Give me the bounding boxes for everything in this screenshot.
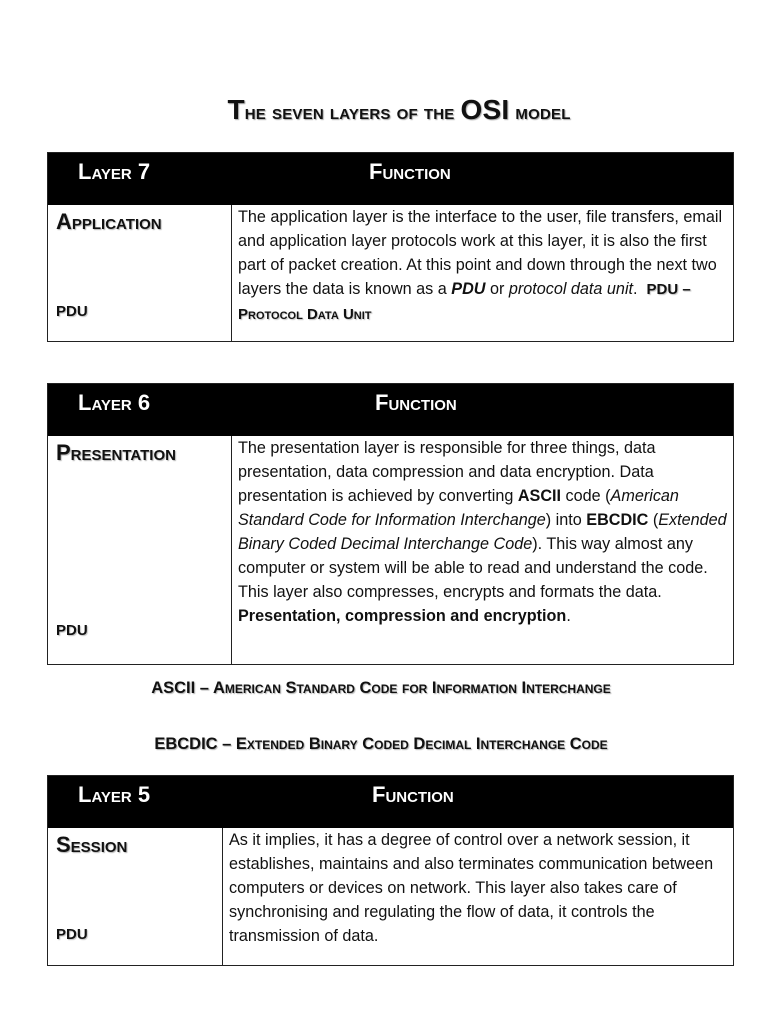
layer-7-table bbox=[47, 152, 734, 342]
layer-6-desc-part4: ( bbox=[648, 511, 659, 529]
layer-7-name: Application bbox=[56, 209, 162, 234]
layer-6-name: Presentation bbox=[56, 440, 176, 465]
layer-7-function-header: Function bbox=[369, 159, 451, 184]
layer-6-header bbox=[48, 384, 733, 436]
layer-6-ascii-full: American Standard Code for Information Interchange bbox=[238, 487, 679, 529]
layer-5-header-label: Layer 5 bbox=[78, 782, 151, 807]
layer-6-desc-part5: ). This way almost any computer or system will be able to read and understand the code. This layer also compresses, encrypts and formats the data. bbox=[238, 535, 708, 601]
layer-6-ebcdic-full: Extended Binary Coded Decimal Interchange Code bbox=[238, 511, 727, 553]
layer-7-period: . bbox=[633, 280, 638, 298]
layer-6-desc-part1: The presentation layer is responsible for three things, data presentation, data compression and data encryption. Data presentation is achieved by converting bbox=[238, 439, 656, 505]
title-suffix: model bbox=[509, 101, 571, 124]
layer-6-table bbox=[47, 383, 734, 665]
layer-7-pdu-definition: PDU – Protocol Data Unit bbox=[238, 281, 691, 323]
layer-6-name-cell bbox=[48, 436, 232, 664]
title-initial: T bbox=[227, 94, 245, 125]
layer-7-or-text: or bbox=[485, 280, 509, 298]
layer-5-pdu-label: PDU bbox=[56, 926, 88, 943]
layer-7-name-cell bbox=[48, 205, 232, 341]
layer-7-body bbox=[48, 205, 733, 341]
layer-5-name: Session bbox=[56, 832, 128, 857]
layer-5-header bbox=[48, 776, 733, 828]
layer-6-description bbox=[232, 436, 733, 664]
layer-6-body bbox=[48, 436, 733, 664]
layer-6-desc-part2: code ( bbox=[561, 487, 611, 505]
layer-5-description bbox=[223, 828, 733, 965]
layer-5-table bbox=[47, 775, 734, 966]
layer-5-name-cell bbox=[48, 828, 223, 965]
layer-7-pdu-label: PDU bbox=[56, 303, 88, 320]
title-osi: OSI bbox=[460, 94, 510, 125]
layer-6-pdu-label: PDU bbox=[56, 622, 88, 639]
layer-7-description-text: The application layer is the interface to the user, file transfers, email and application layer protocols work at this layer, it is also the first part of packet creation. At this point and down through the next two layers the data is known as a bbox=[238, 208, 723, 298]
layer-6-summary: Presentation, compression and encryption bbox=[238, 607, 567, 625]
layer-7-pdu-full: protocol data unit bbox=[508, 280, 634, 298]
layer-7-description bbox=[232, 205, 733, 341]
layer-5-description-text: As it implies, it has a degree of control over a network session, it establishes, maintains and also terminates communication between computers or devices on network. This layer also takes care of synchronising and regulating the flow of data, it controls the transmission of data. bbox=[229, 831, 714, 945]
layer-6-ascii-term: ASCII bbox=[517, 487, 562, 505]
ebcdic-abbreviation: EBCDIC – Extended Binary Coded Decimal Interchange Code bbox=[154, 735, 608, 753]
layer-6-function-header: Function bbox=[375, 390, 457, 415]
layer-6-desc-part3: ) into bbox=[545, 511, 587, 529]
layer-6-summary-period: . bbox=[566, 607, 571, 625]
layer-6-header-label: Layer 6 bbox=[78, 390, 151, 415]
layer-7-header bbox=[48, 153, 733, 205]
layer-7-header-label: Layer 7 bbox=[78, 159, 151, 184]
ascii-abbreviation: ASCII – American Standard Code for Information Interchange bbox=[151, 679, 611, 697]
title-text: he seven layers of the bbox=[244, 101, 461, 124]
layer-7-pdu-term: PDU bbox=[451, 280, 486, 298]
layer-6-ebcdic-term: EBCDIC bbox=[586, 511, 649, 529]
page-title bbox=[0, 94, 768, 126]
layer-5-function-header: Function bbox=[372, 782, 454, 807]
layer-5-body bbox=[48, 828, 733, 965]
